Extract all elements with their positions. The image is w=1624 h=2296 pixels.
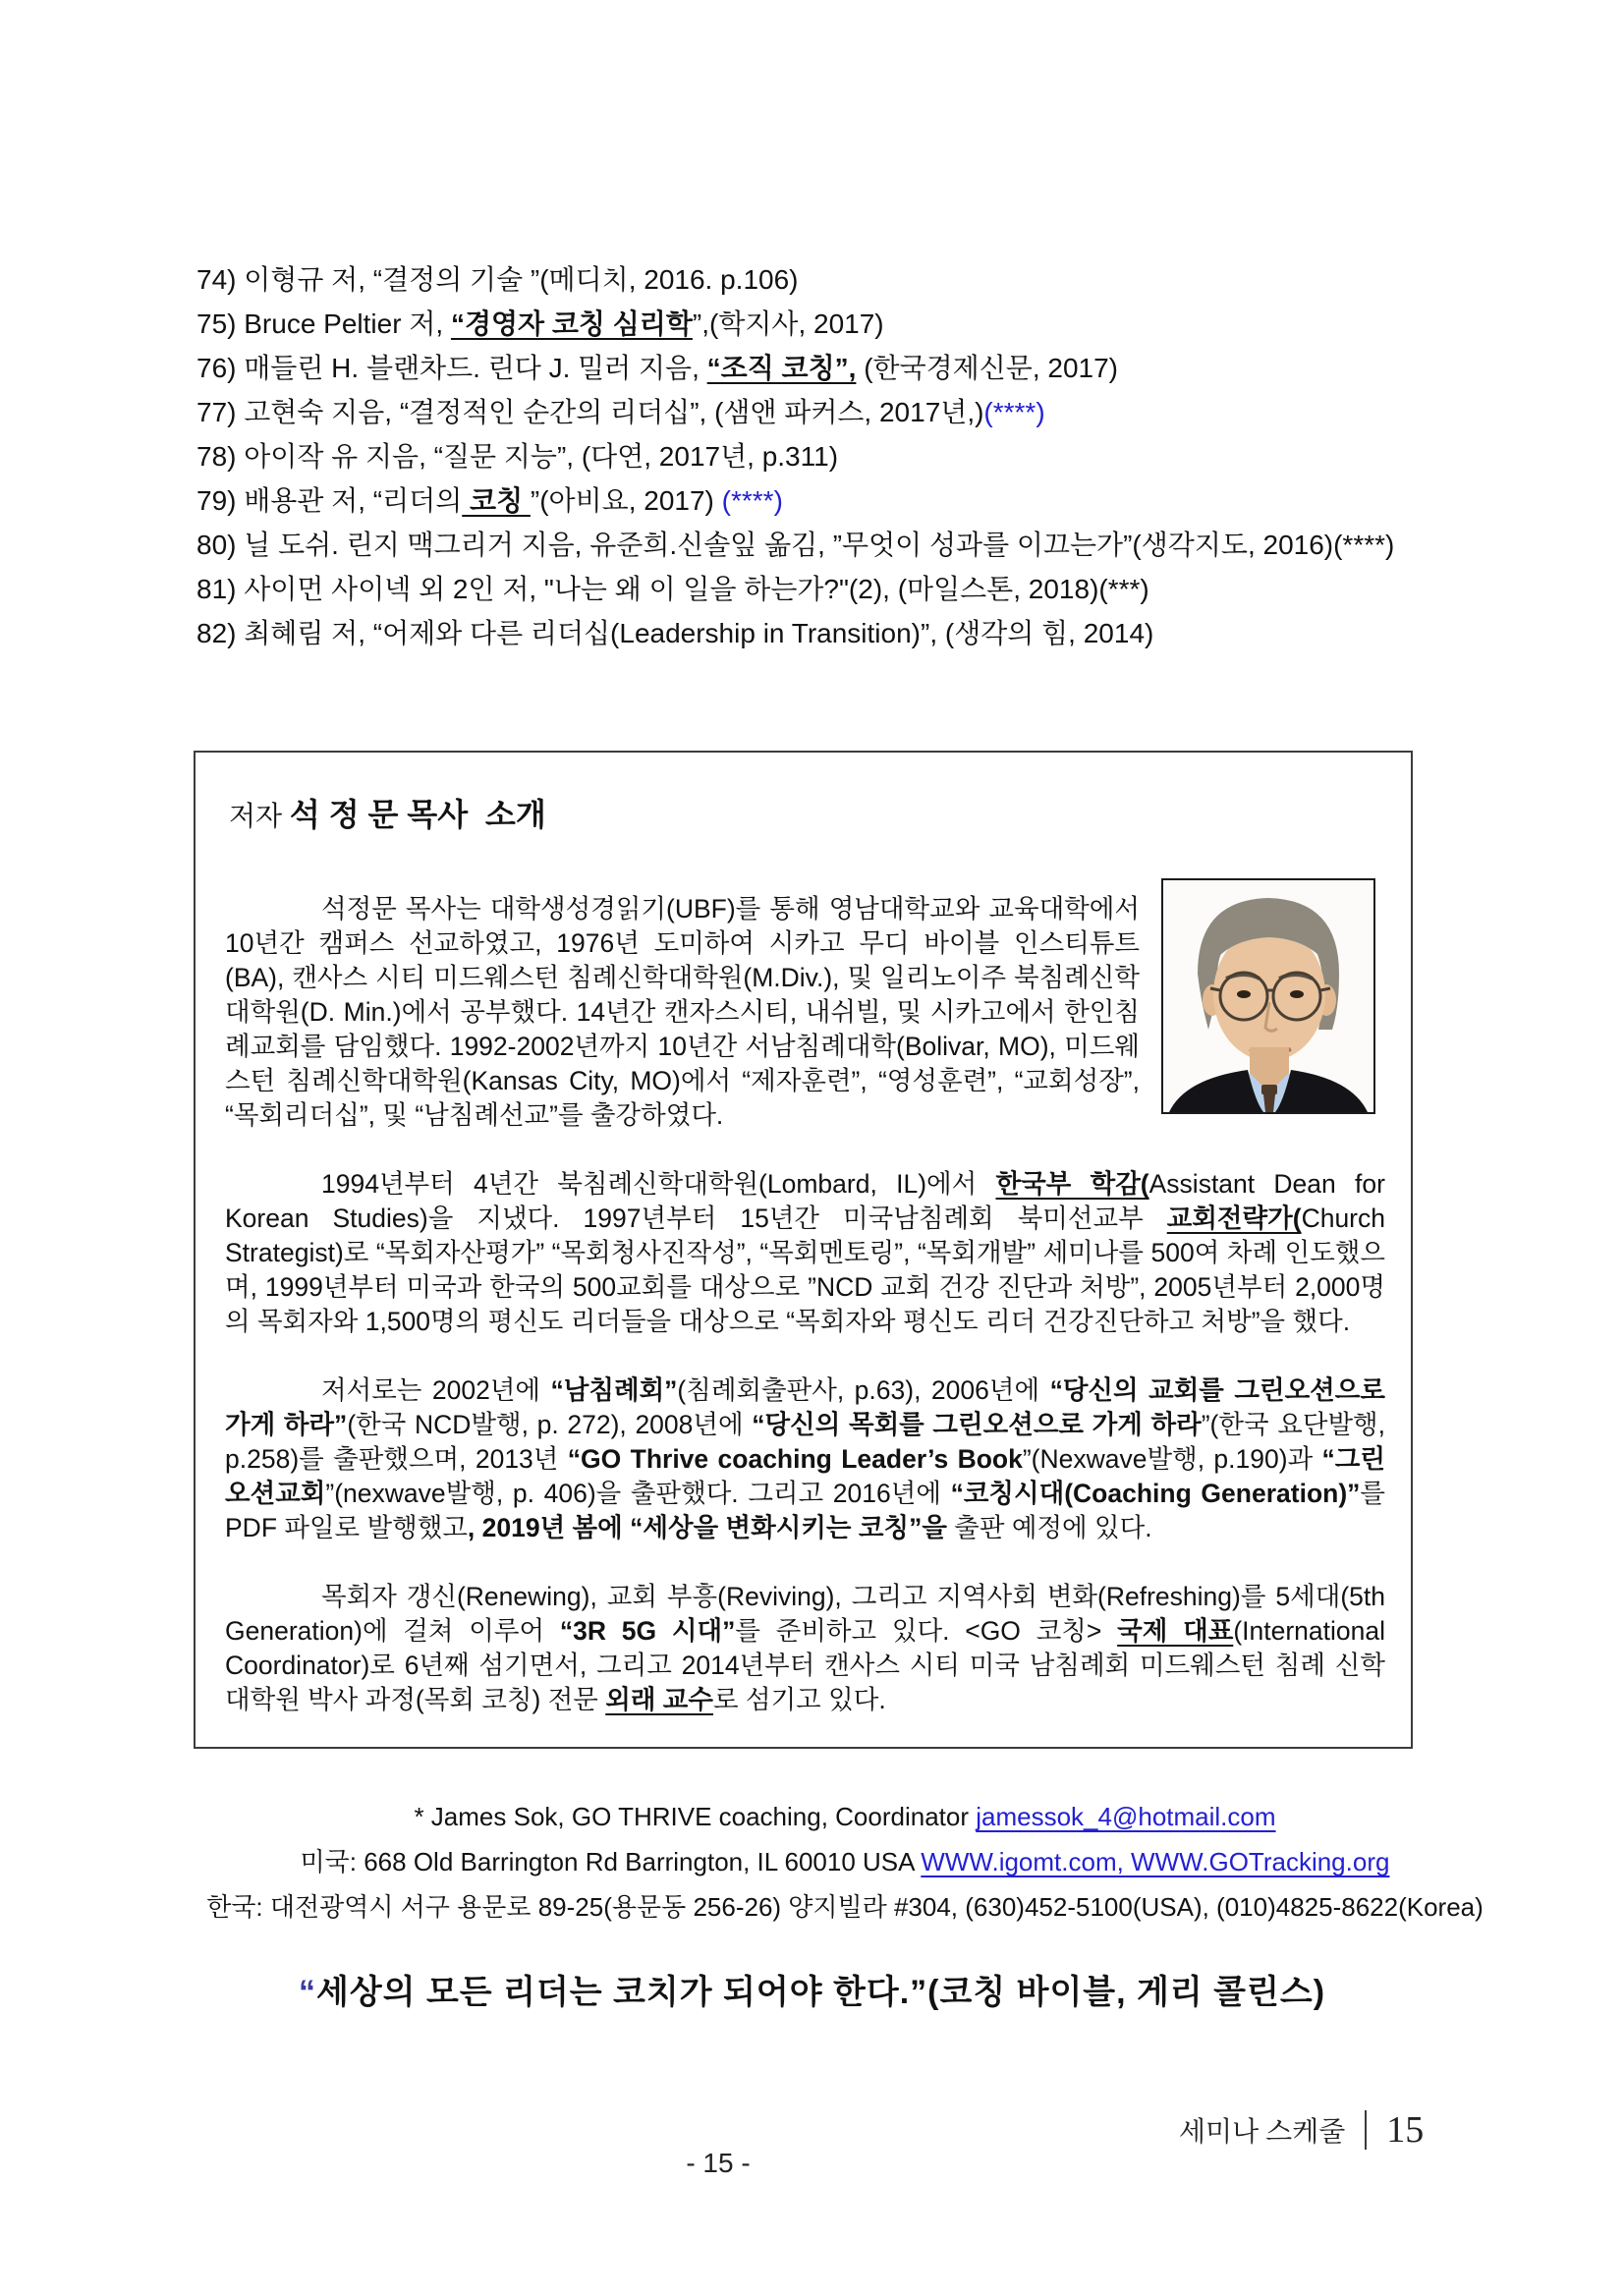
text-segment: (****) (983, 397, 1045, 427)
footer-page-number: - 15 - (686, 2148, 751, 2178)
bio-paragraph (225, 892, 1140, 1133)
text-segment: 국제 대표 (1117, 1616, 1234, 1646)
text-segment: 81) 사이먼 사이넥 외 2인 저, "나는 왜 이 일을 하는가?"(2), (마일스톤, 2018)(***) (196, 574, 1149, 604)
contact-line (59, 1884, 1624, 1930)
text-segment: 한국: 대전광역시 서구 용문로 89-25(용문동 256-26) 양지빌라 #304, (630)452-5100(USA), (010)4825-8622(Korea) (206, 1892, 1484, 1922)
text-segment: 한국부 학감( (995, 1169, 1149, 1199)
bio-paragraph (225, 1373, 1385, 1545)
bio-paragraph (225, 1167, 1385, 1339)
text-segment: 코칭 (462, 485, 531, 516)
contact-line (59, 1794, 1624, 1839)
author-intro-box (194, 751, 1413, 1749)
text-segment: (한국경제신문, 2017) (856, 353, 1119, 383)
text-segment: (International Coordinator)로 6년째 섬기면서, 그리고 2014년부터 캔사스 시티 미국 남침례회 미드웨스턴 침례 신학 대학원 박사 과정(목회 코칭) 전문 (225, 1616, 1385, 1714)
footer-section-label: 세미나 스케줄 (1179, 2117, 1346, 2148)
text-segment: * James Sok, GO THRIVE coaching, Coordinator (414, 1802, 977, 1831)
text-segment: 82) 최혜림 저, “어제와 다른 리더십(Leadership in Transition)”, (생각의 힘, 2014) (196, 618, 1154, 648)
contact-line (59, 1839, 1624, 1884)
text-segment: 외래 교수 (605, 1685, 714, 1714)
text-segment: ”,(학지사, 2017) (692, 308, 884, 339)
text-segment: 저서로는 2002년에 (321, 1375, 551, 1405)
footer-right-page-number: 15 (1386, 2109, 1425, 2151)
text-segment: 출판 예정에 있다. (946, 1513, 1152, 1542)
text-segment: “조직 코칭”, (706, 353, 857, 383)
reference-item (196, 567, 1466, 611)
text-segment: 교회전략가( (1166, 1204, 1302, 1233)
text-segment: 미국: 668 Old Barrington Rd Barrington, IL 60010 USA (300, 1847, 922, 1876)
text-segment: 74) 이형규 저, “결정의 기술 ”(메디치, 2016. p.106) (196, 264, 799, 295)
text-segment: 석 정 문 목사 (289, 797, 469, 832)
text-segment: “그린오션교회 (225, 1444, 1385, 1508)
reference-item (196, 611, 1466, 655)
text-segment: 76) 매들린 H. 블랜차드. 린다 J. 밀러 지음, (196, 353, 707, 383)
reference-item (196, 390, 1466, 434)
text-segment: “당신의 목회를 그린오션으로 가게 하라 (752, 1410, 1202, 1439)
text-segment: ”(nexwave발행, p. 406)을 출판했다. 그리고 2016년에 (325, 1479, 951, 1508)
text-segment: 저자 (229, 801, 290, 831)
author-box-title (229, 790, 1385, 835)
text-segment: ”(아비요, 2017) (530, 485, 722, 516)
closing-quote (0, 1965, 1624, 2013)
text-segment: “ (298, 1974, 316, 2011)
text-segment: 80) 닐 도쉬. 린지 맥그리거 지음, 유준희.신솔잎 옮김, ”무엇이 성과를 이끄는가”(생각지도, 2016)(****) (196, 530, 1395, 560)
footer-divider (1365, 2110, 1367, 2150)
text-segment: “남침례회” (550, 1375, 678, 1405)
text-segment: 를 PDF 파일로 발행했고 (225, 1479, 1385, 1542)
text-segment: “GO Thrive coaching Leader’s Book (567, 1444, 1023, 1474)
website-link[interactable]: WWW.igomt.com, WWW.GOTracking.org (921, 1847, 1390, 1876)
text-segment: (한국 NCD발행, p. 272), 2008년에 (347, 1410, 753, 1439)
text-segment: 78) 아이작 유 지음, “질문 지능”, (다연, 2017년, p.311) (196, 441, 839, 472)
author-photo (1161, 878, 1375, 1114)
text-segment: , 2019년 봄에 “세상을 변화시키는 코칭”을 (467, 1513, 947, 1542)
text-segment: (****) (721, 485, 783, 516)
author-portrait-illustration (1163, 880, 1373, 1112)
text-segment: “당신의 교회를 그린오션으로 가게 하라” (225, 1375, 1385, 1439)
text-segment: Church Strategist)로 “목회자산평가” “목회청사진작성”, “목회멘토링”, “목회개발” 세미나를 500여 차례 인도했으며, 1999년부터 미국과 한국의 500교회를 대상으로 ”NCD 교회 건강 진단과 처방”, 2005년부터 2,000명의 목회자와 1,500명의 평신도 리더들을 대상으로 “목회자와 평신도 리더 건강진단하고 처방”을 했다. (225, 1204, 1385, 1336)
references-list (196, 257, 1466, 655)
text-segment: 75) Bruce Peltier 저, (196, 308, 451, 339)
text-segment: 목회자 갱신(Renewing), 교회 부흥(Reviving), 그리고 지역사회 변화(Refreshing)를 5세대(5th Generation)에 걸쳐 이루어 (225, 1582, 1385, 1646)
text-segment: 로 섬기고 있다. (713, 1685, 886, 1714)
text-segment: Assistant Dean for Korean Studies)을 지냈다. 1997년부터 15년간 미국남침례회 북미선교부 (225, 1169, 1385, 1233)
reference-item (196, 478, 1466, 523)
text-segment: 79) 배용관 저, “리더의 (196, 485, 463, 516)
text-segment: ”(Nexwave발행, p.190)과 (1022, 1444, 1322, 1474)
reference-item (196, 346, 1466, 390)
text-segment: ”(한국 요단발행, p.258)를 출판했으며, 2013년 (225, 1410, 1385, 1474)
text-segment: 소개 (468, 797, 546, 832)
reference-item (196, 302, 1466, 346)
text-segment: (침례회출판사, p.63), 2006년에 (677, 1375, 1050, 1405)
reference-item (196, 523, 1466, 567)
reference-item (196, 434, 1466, 478)
text-segment: 77) 고현숙 지음, “결정적인 순간의 리더십”, (샘앤 파커스, 2017년,) (196, 397, 984, 427)
text-segment: 1994년부터 4년간 북침례신학대학원(Lombard, IL)에서 (321, 1169, 996, 1199)
bio-paragraph (225, 1580, 1385, 1717)
text-segment: “코칭시대(Coaching Generation)” (950, 1479, 1361, 1508)
text-segment: “경영자 코칭 심리학 (450, 308, 693, 339)
reference-item (196, 257, 1466, 302)
text-segment: 석정문 목사는 대학생성경읽기(UBF)를 통해 영남대학교와 교육대학에서 10년간 캠퍼스 선교하였고, 1976년 도미하여 시카고 무디 바이블 인스티튜트(BA), 캔사스 시티 미드웨스턴 침례신학대학원(M.Div.), 및 일리노이주 북침례신학대학원(D. Min.)에서 공부했다. 14년간 캔자스시티, 내쉬빌, 및 시카고에서 한인침례교회를 담임했다. 1992-2002년까지 10년간 서남침례대학(Bolivar, MO), 미드웨스턴 침례신학대학원(Kansas City, MO)에서 “제자훈련”, “영성훈련”, “교회성장”, “목회리더십”, 및 “남침례선교”를 출강하였다. (225, 894, 1140, 1130)
contact-info (59, 1794, 1624, 1930)
footer-right (1179, 2108, 1424, 2152)
text-segment: 세상의 모든 리더는 코치가 되어야 한다.”(코칭 바이블, 게리 콜린스) (315, 1974, 1326, 2011)
text-segment: “3R 5G 시대” (559, 1616, 736, 1646)
email-link[interactable]: jamessok_4@hotmail.com (976, 1802, 1276, 1831)
text-segment: 를 준비하고 있다. <GO 코칭> (735, 1616, 1118, 1646)
